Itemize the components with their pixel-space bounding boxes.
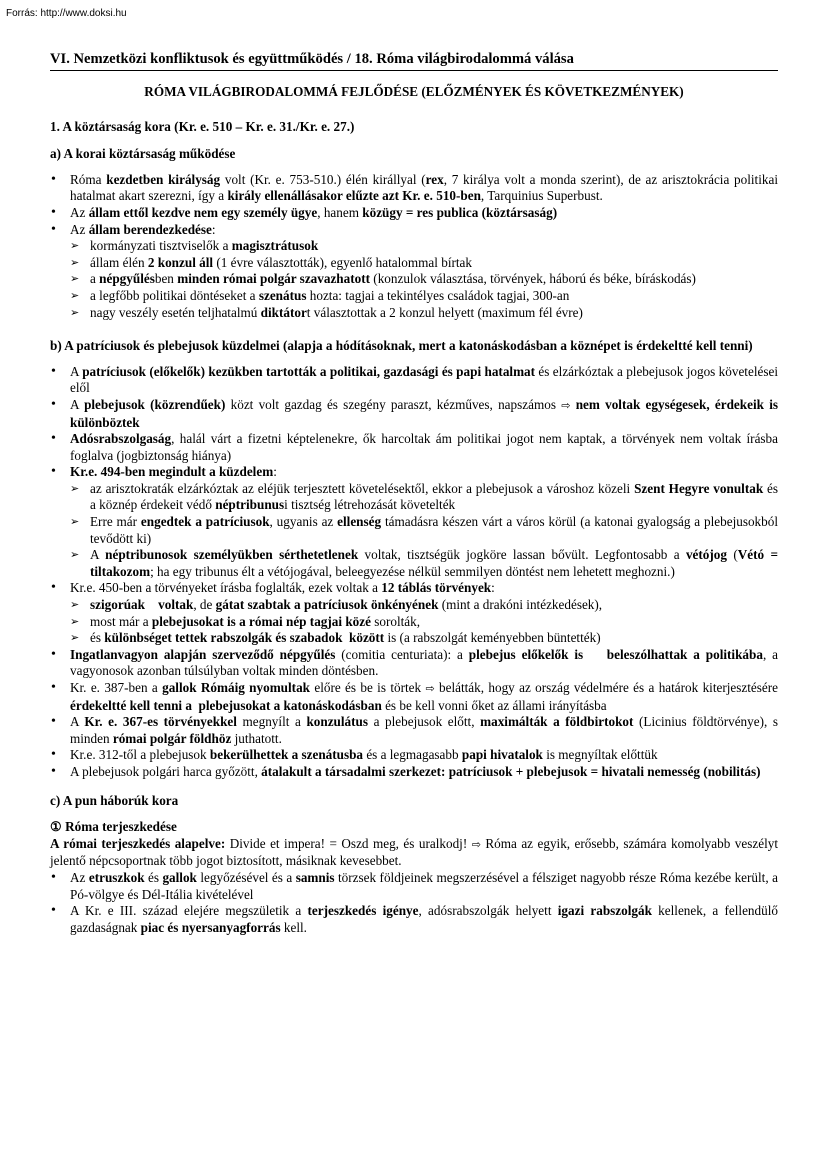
list-item: • Kr.e. 450-ben a törvényeket írásba foglalták, ezek voltak a 12 táblás törvények: ➢ szigorúak voltak, de gátat szabtak a patríciusok önkényének (mint a drakóni intézkedések), ➢ most már a plebejusokat is a római nép tagjai közé sorolták, ➢ és különbséget tettek rabszolgák és szabadok között is (a rabszolgát keményebben büntették) <box>50 580 778 646</box>
list-item: ➢ a népgyűlésben minden római polgár szavazhatott (konzulok választása, törvények, háború és béke, bíráskodás) <box>70 271 778 288</box>
sub-list <box>70 597 778 647</box>
list-item: • A Kr. e III. század elejére megszületik a terjeszkedés igénye, adósrabszolgák helyett igazi rabszolgák kellenek, a fellendülő gazdaságnak piac és nyersanyagforrás kell. <box>50 903 778 936</box>
list-item: ➢ az arisztokraták elzárkóztak az eléjük terjesztett követelésektől, ekkor a plebejusok a városhoz közeli Szent Hegyre vonultak és a köznép érdekeit védő néptribunusi tisztség létrehozását követelték <box>70 481 778 514</box>
bullet-list-a <box>50 172 778 321</box>
list-item: ➢ nagy veszély esetén teljhatalmú diktátort választottak a 2 konzul helyett (maximum fél évre) <box>70 305 778 322</box>
sub-list <box>70 238 778 321</box>
section-heading-1: 1. A köztársaság kora (Kr. e. 510 – Kr. e. 31./Kr. e. 27.) <box>50 118 355 134</box>
list-item: ➢ Erre már engedtek a patríciusok, ugyanis az ellenség támadásra készen várt a város körül (a katonai gyalogság a plebejusokból tevődött ki) <box>70 514 778 547</box>
list-item: • Az állam berendezkedése: ➢ kormányzati tisztviselők a magisztrátusok ➢ állam élén 2 konzul áll (1 évre választották), egyenlő hatalommal bírtak ➢ a népgyűlésben minden római polgár szavazhatott (konzulok választása, törvények, háború és béke, bíráskodás) ➢ a legfőbb politikai döntéseket a szenátus hozta: tagjai a tekintélyes családok tagjai, 300-an ➢ nagy veszély esetén teljhatalmú diktátort választottak a 2 konzul helyett (maximum fél évre) <box>50 222 778 322</box>
list-item: • Kr.e. 312-től a plebejusok bekerülhettek a szenátusba és a legmagasabb papi hivatalok is megnyíltak előttük <box>50 747 778 764</box>
subsection-heading-c1: ① Róma terjeszkedése <box>50 819 177 835</box>
list-item: ➢ szigorúak voltak, de gátat szabtak a patríciusok önkényének (mint a drakóni intézkedések), <box>70 597 778 614</box>
list-item: ➢ a legfőbb politikai döntéseket a szenátus hozta: tagjai a tekintélyes családok tagjai, 300-an <box>70 288 778 305</box>
list-item: • A plebejusok (közrendűek) közt volt gazdag és szegény paraszt, kézműves, napszámos ⇨ nem voltak egységesek, érdekeik is különböztek <box>50 397 778 431</box>
bullet-list-c <box>50 870 778 936</box>
document-page <box>50 50 778 936</box>
list-item: • Az etruszkok és gallok legyőzésével és a samnis törzsek földjeinek megszerzésével a félsziget nagyobb része Róma kezébe került, a Pó-völgye és Dél-Itália kivételével <box>50 870 778 903</box>
list-item: ➢ állam élén 2 konzul áll (1 évre választották), egyenlő hatalommal bírtak <box>70 255 778 272</box>
paragraph: A római terjeszkedés alapelve: Divide et impera! = Oszd meg, és uralkodj! ⇨ Róma az egyik, erősebb, számára komolyabb veszélyt jelentő népcsoportnak több jogot biztosított, másiknak kevesebbet. <box>50 835 778 869</box>
list-item: • Kr.e. 494-ben megindult a küzdelem: ➢ az arisztokraták elzárkóztak az eléjük terjesztett követelésektől, ekkor a plebejusok a városhoz közeli Szent Hegyre vonultak és a köznép érdekeit védő néptribunusi tisztség létrehozását követelték ➢ Erre már engedtek a patríciusok, ugyanis az ellenség támadásra készen várt a város körül (a katonai gyalogság a plebejusokból tevődött ki) ➢ A néptribunosok személyükben sérthetetlenek voltak, tisztségük jogköre lassan bővült. Legfontosabb a vétójog (Vétó = tiltakozom; ha egy tribunus élt a vétójogával, beleegyezése nélkül semmilyen döntést nem lehetett meghozni.) <box>50 464 778 580</box>
arrow-right-icon: ⇨ <box>425 682 435 695</box>
document-title: RÓMA VILÁGBIRODALOMMÁ FEJLŐDÉSE (ELŐZMÉNYEK ÉS KÖVETKEZMÉNYEK) <box>144 84 684 99</box>
arrow-right-icon: ⇨ <box>471 837 481 851</box>
list-item: • Róma kezdetben királyság volt (Kr. e. 753-510.) élén királlyal (rex, 7 királya volt a monda szerint), de az arisztokrácia politikai hatalmat akart szerezni, így a király ellenállásakor elűzte azt Kr. e. 510-ben, Tarquinius Superbust. <box>50 172 778 205</box>
subsection-heading-a: a) A korai köztársaság működése <box>50 146 236 162</box>
list-item: ➢ A néptribunosok személyükben sérthetetlenek voltak, tisztségük jogköre lassan bővült. Legfontosabb a vétójog (Vétó = tiltakozom; ha egy tribunus élt a vétójogával, beleegyezése nélkül semmilyen döntést nem lehetett meghozni.) <box>70 547 778 580</box>
list-item: ➢ kormányzati tisztviselők a magisztrátusok <box>70 238 778 255</box>
subsection-heading-c: c) A pun háborúk kora <box>50 792 179 808</box>
subsection-heading-b: b) A patríciusok és plebejusok küzdelmei (alapja a hódításoknak, mert a katonáskodásban a köznépet is érdekeltté kell tenni) <box>50 338 753 354</box>
arrow-right-icon: ⇨ <box>561 398 571 412</box>
bullet-list-b <box>50 364 778 781</box>
list-item: • Kr. e. 387-ben a gallok Rómáig nyomultak előre és be is törtek ⇨ belátták, hogy az ország védelmére és a határok kiterjesztésére érdekeltté kell tenni a plebejusokat a katonáskodásban és be kell vonni őket az állami irányításba <box>50 680 778 714</box>
list-item: ➢ és különbséget tettek rabszolgák és szabadok között is (a rabszolgát keményebben büntették) <box>70 630 778 647</box>
list-item: • Adósrabszolgaság, halál várt a fizetni képtelenekre, ők harcoltak ám politikai jogot nem kaptak, a törvények nem voltak írásba foglalva (jogbiztonság hiánya) <box>50 431 778 464</box>
source-url: Forrás: http://www.doksi.hu <box>6 8 127 19</box>
list-item: • Ingatlanvagyon alapján szerveződő népgyűlés (comitia centuriata): a plebejus előkelők is beleszólhattak a politikába, a vagyonosok azonban túlsúlyban voltak minden döntésben. <box>50 647 778 680</box>
list-item: • A Kr. e. 367-es törvényekkel megnyílt a konzulátus a plebejusok előtt, maximálták a földbirtokot (Licinius földtörvénye), s minden római polgár földhöz juthatott. <box>50 714 778 747</box>
document-header: VI. Nemzetközi konfliktusok és együttműködés / 18. Róma világbirodalommá válása <box>50 50 778 71</box>
sub-list <box>70 481 778 581</box>
list-item: ➢ most már a plebejusokat is a római nép tagjai közé sorolták, <box>70 614 778 631</box>
list-item: • A plebejusok polgári harca győzött, átalakult a társadalmi szerkezet: patríciusok + plebejusok = hivatali nemesség (nobilitás) <box>50 764 778 781</box>
list-item: • Az állam ettől kezdve nem egy személy ügye, hanem közügy = res publica (köztársaság) <box>50 205 778 222</box>
list-item: • A patríciusok (előkelők) kezükben tartották a politikai, gazdasági és papi hatalmat és elzárkóztak a plebejusok jogos követelései elől <box>50 364 778 397</box>
